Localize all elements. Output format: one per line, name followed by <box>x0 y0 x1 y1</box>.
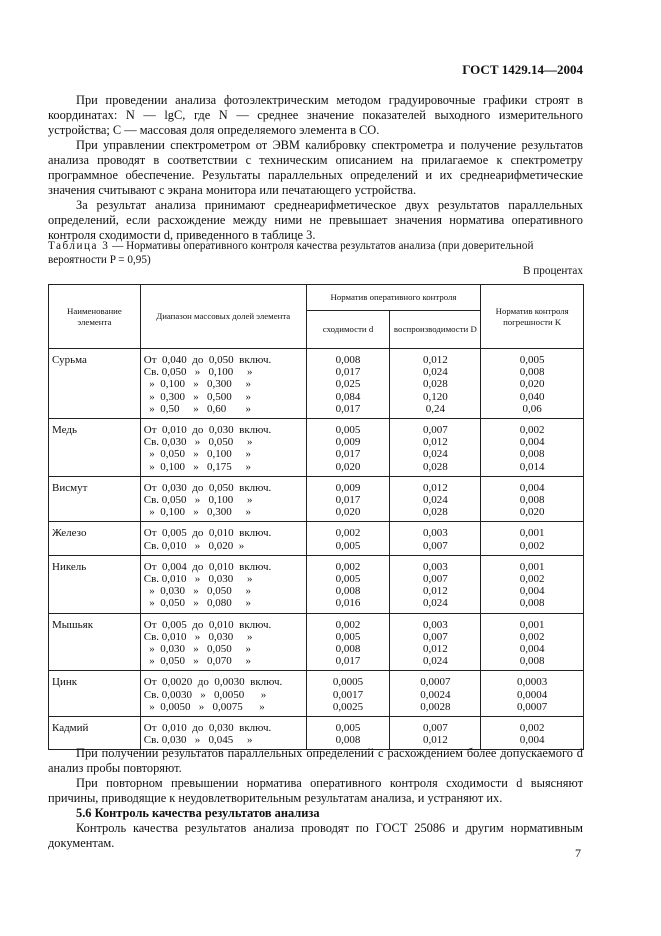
table-row <box>49 613 584 671</box>
cell-value: 0,005 <box>335 539 361 552</box>
reproducibility-cell <box>390 476 481 522</box>
element-name-cell: Мышьяк <box>49 613 141 671</box>
accuracy-cell <box>481 555 584 613</box>
reproducibility-cell <box>390 717 481 750</box>
header-range: Диапазон массовых долей элемента <box>140 285 306 349</box>
table-body <box>49 349 584 750</box>
section-heading: 5.6 Контроль качества результатов анализа <box>76 806 320 820</box>
table-row <box>49 476 584 522</box>
accuracy-cell <box>481 717 584 750</box>
reproducibility-cell <box>390 419 481 477</box>
cell-value: 0,002 <box>519 539 545 552</box>
cell-value: 0,005 <box>335 630 361 643</box>
cell-value: 0,017 <box>335 494 361 507</box>
cell-value: » 0,030 » 0,050 » <box>143 585 252 598</box>
cell-value: От 0,010 до 0,030 включ. <box>143 722 272 735</box>
cell-value: 0,004 <box>519 734 545 747</box>
cell-value: 0,06 <box>522 402 542 415</box>
cell-value: 0,0005 <box>332 676 364 689</box>
cell-value: 0,0007 <box>517 700 548 713</box>
reproducibility-cell <box>390 671 481 717</box>
cell-value: 0,002 <box>335 618 361 631</box>
cell-value: 0,004 <box>519 643 545 656</box>
cell-value: 0,002 <box>335 560 361 573</box>
paragraph: При повторном превышении норматива оперативного контроля сходимости d выясняют причины, приводящие к неудовлетворительным результатам анализа, и устраняют их. <box>48 776 583 805</box>
intro-text <box>48 93 583 243</box>
convergence-cell <box>306 476 390 522</box>
header-accuracy: Норматив контроля погрешности K <box>481 285 584 349</box>
paragraph: За результат анализа принимают среднеарифметическое двух результатов параллельных определений, если расхождение между ними не превышает значения норматива оперативного контроля сходимости d, приведенного в таблице 3. <box>48 198 583 242</box>
table-row <box>49 671 584 717</box>
cell-value: » 0,050 » 0,080 » <box>143 597 252 610</box>
cell-value: Св. 0,010 » 0,020 » <box>143 539 245 552</box>
cell-value: 0,0025 <box>332 700 364 713</box>
cell-value: 0,012 <box>422 436 448 449</box>
cell-value: 0,004 <box>519 436 545 449</box>
accuracy-cell <box>481 522 584 555</box>
convergence-cell <box>306 522 390 555</box>
table-title: — Нормативы оперативного контроля качества результатов анализа (при доверительной вероятности P = 0,95) <box>48 240 534 266</box>
cell-value: 0,004 <box>519 481 545 494</box>
cell-value: 0,008 <box>519 366 545 379</box>
element-name-cell: Медь <box>49 419 141 477</box>
cell-value: 0,012 <box>422 734 448 747</box>
reproducibility-cell <box>390 349 481 419</box>
cell-value: 0,0004 <box>517 688 548 701</box>
cell-value: 0,007 <box>422 424 448 437</box>
range-cell <box>140 613 306 671</box>
cell-value: 0,008 <box>335 643 361 656</box>
cell-value: 0,012 <box>422 354 448 366</box>
cell-value: 0,028 <box>422 378 448 391</box>
cell-value: 0,024 <box>422 366 448 379</box>
cell-value: 0,020 <box>519 506 545 519</box>
cell-value: » 0,50 » 0,60 » <box>143 402 252 415</box>
cell-value: От 0,005 до 0,010 включ. <box>143 618 272 631</box>
cell-value: 0,001 <box>519 618 545 631</box>
accuracy-cell <box>481 476 584 522</box>
cell-value: 0,016 <box>335 597 361 610</box>
accuracy-cell <box>481 671 584 717</box>
cell-value: » 0,100 » 0,300 » <box>143 506 252 519</box>
cell-value: 0,003 <box>422 527 448 540</box>
cell-value: 0,017 <box>335 366 361 379</box>
paragraph: Контроль качества результатов анализа проводят по ГОСТ 25086 и другим нормативным документам. <box>48 821 583 850</box>
table-row <box>49 349 584 419</box>
cell-value: 0,007 <box>422 539 448 552</box>
table-caption <box>48 239 583 267</box>
convergence-cell <box>306 349 390 419</box>
cell-value: 0,024 <box>422 448 448 461</box>
cell-value: 0,002 <box>519 630 545 643</box>
cell-value: 0,007 <box>422 630 448 643</box>
cell-value: Св. 0,010 » 0,030 » <box>143 630 253 643</box>
cell-value: 0,008 <box>519 655 545 668</box>
cell-value: 0,028 <box>422 506 448 519</box>
cell-value: 0,003 <box>422 618 448 631</box>
accuracy-cell <box>481 613 584 671</box>
cell-value: 0,24 <box>425 402 445 415</box>
cell-value: 0,002 <box>519 424 545 437</box>
cell-value: 0,012 <box>422 585 448 598</box>
convergence-cell <box>306 419 390 477</box>
cell-value: 0,028 <box>422 460 448 473</box>
paragraph: При получении результатов параллельных определений с расхождением более допускаемого d анализ пробы повторяют. <box>48 746 583 775</box>
cell-value: Св. 0,010 » 0,030 » <box>143 573 253 586</box>
cell-value: От 0,0020 до 0,0030 включ. <box>143 676 283 689</box>
range-cell <box>140 522 306 555</box>
norms-table <box>48 284 584 750</box>
cell-value: 0,0017 <box>332 688 364 701</box>
cell-value: 0,084 <box>335 390 361 403</box>
cell-value: 0,008 <box>519 494 545 507</box>
table-label: Таблица 3 <box>48 240 110 252</box>
range-cell <box>140 419 306 477</box>
accuracy-cell <box>481 419 584 477</box>
cell-value: Св. 0,050 » 0,100 » <box>143 494 253 507</box>
cell-value: » 0,0050 » 0,0075 » <box>143 700 265 713</box>
cell-value: 0,008 <box>335 354 361 366</box>
cell-value: Св. 0,0030 » 0,0050 » <box>143 688 267 701</box>
cell-value: Св. 0,050 » 0,100 » <box>143 366 253 379</box>
header-operative-control: Норматив оперативного контроля <box>306 285 481 311</box>
table-row <box>49 522 584 555</box>
cell-value: 0,009 <box>335 436 361 449</box>
cell-value: От 0,030 до 0,050 включ. <box>143 481 272 494</box>
range-cell <box>140 671 306 717</box>
paragraph: При проведении анализа фотоэлектрическим методом градуировочные графики строят в координатах: N — lgC, где N — среднее значение показателей выходного измерительного устройства; C — массовая доля определяемого элемента в СО. <box>48 93 583 137</box>
header-reproducibility: воспроизводимости D <box>390 311 481 349</box>
cell-value: 0,001 <box>519 560 545 573</box>
cell-value: 0,024 <box>422 494 448 507</box>
cell-value: 0,0028 <box>420 700 451 713</box>
header-convergence: сходимости d <box>306 311 390 349</box>
convergence-cell <box>306 555 390 613</box>
cell-value: » 0,100 » 0,175 » <box>143 460 252 473</box>
table-row <box>49 555 584 613</box>
convergence-cell <box>306 613 390 671</box>
element-name-cell: Железо <box>49 522 141 555</box>
accuracy-cell <box>481 349 584 419</box>
element-name-cell: Висмут <box>49 476 141 522</box>
cell-value: 0,024 <box>422 597 448 610</box>
cell-value: 0,120 <box>422 390 448 403</box>
cell-value: 0,024 <box>422 655 448 668</box>
cell-value: 0,007 <box>422 722 448 735</box>
reproducibility-cell <box>390 522 481 555</box>
cell-value: От 0,010 до 0,030 включ. <box>143 424 272 437</box>
element-name-cell: Кадмий <box>49 717 141 750</box>
cell-value: » 0,030 » 0,050 » <box>143 643 252 656</box>
cell-value: 0,0007 <box>420 676 451 689</box>
table-row <box>49 717 584 750</box>
closing-text <box>48 746 583 851</box>
cell-value: » 0,100 » 0,300 » <box>143 378 252 391</box>
cell-value: 0,001 <box>519 527 545 540</box>
element-name-cell: Сурьма <box>49 349 141 419</box>
cell-value: 0,002 <box>519 722 545 735</box>
cell-value: 0,017 <box>335 448 361 461</box>
element-name-cell: Никель <box>49 555 141 613</box>
cell-value: 0,014 <box>519 460 545 473</box>
cell-value: 0,005 <box>335 424 361 437</box>
cell-value: » 0,300 » 0,500 » <box>143 390 252 403</box>
cell-value: 0,012 <box>422 643 448 656</box>
table-row <box>49 419 584 477</box>
paragraph: При управлении спектрометром от ЭВМ калибровку спектрометра и получение результатов анализа проводят в соответствии с техническим описанием на прилагаемое к спектрометру программное обеспечение. Результаты параллельных определений и их среднеарифметические значения считывают с экрана монитора или печатающего устройства. <box>48 138 583 197</box>
cell-value: 0,008 <box>335 585 361 598</box>
cell-value: 0,007 <box>422 573 448 586</box>
cell-value: 0,025 <box>335 378 361 391</box>
convergence-cell <box>306 671 390 717</box>
cell-value: 0,012 <box>422 481 448 494</box>
cell-value: Св. 0,030 » 0,045 » <box>143 734 253 747</box>
cell-value: 0,005 <box>519 354 545 366</box>
cell-value: 0,017 <box>335 402 361 415</box>
document-code: ГОСТ 1429.14—2004 <box>462 62 583 77</box>
cell-value: От 0,005 до 0,010 включ. <box>143 527 272 540</box>
cell-value: 0,002 <box>519 573 545 586</box>
cell-value: 0,008 <box>519 448 545 461</box>
header-element: Наименование элемента <box>49 285 141 349</box>
cell-value: 0,020 <box>335 460 361 473</box>
cell-value: 0,005 <box>335 722 361 735</box>
cell-value: 0,003 <box>422 560 448 573</box>
range-cell <box>140 555 306 613</box>
reproducibility-cell <box>390 613 481 671</box>
cell-value: От 0,040 до 0,050 включ. <box>143 354 272 366</box>
cell-value: 0,0024 <box>420 688 451 701</box>
cell-value: 0,020 <box>335 506 361 519</box>
range-cell <box>140 349 306 419</box>
range-cell <box>140 476 306 522</box>
cell-value: От 0,004 до 0,010 включ. <box>143 560 272 573</box>
cell-value: » 0,050 » 0,070 » <box>143 655 252 668</box>
cell-value: 0,020 <box>519 378 545 391</box>
reproducibility-cell <box>390 555 481 613</box>
convergence-cell <box>306 717 390 750</box>
cell-value: 0,017 <box>335 655 361 668</box>
element-name-cell: Цинк <box>49 671 141 717</box>
cell-value: 0,040 <box>519 390 545 403</box>
cell-value: » 0,050 » 0,100 » <box>143 448 252 461</box>
cell-value: Св. 0,030 » 0,050 » <box>143 436 253 449</box>
cell-value: 0,009 <box>335 481 361 494</box>
cell-value: 0,008 <box>519 597 545 610</box>
range-cell <box>140 717 306 750</box>
units-note: В процентах <box>523 265 583 277</box>
cell-value: 0,0003 <box>517 676 548 689</box>
cell-value: 0,005 <box>335 573 361 586</box>
page-number: 7 <box>575 846 581 860</box>
cell-value: 0,002 <box>335 527 361 540</box>
cell-value: 0,004 <box>519 585 545 598</box>
cell-value: 0,008 <box>335 734 361 747</box>
